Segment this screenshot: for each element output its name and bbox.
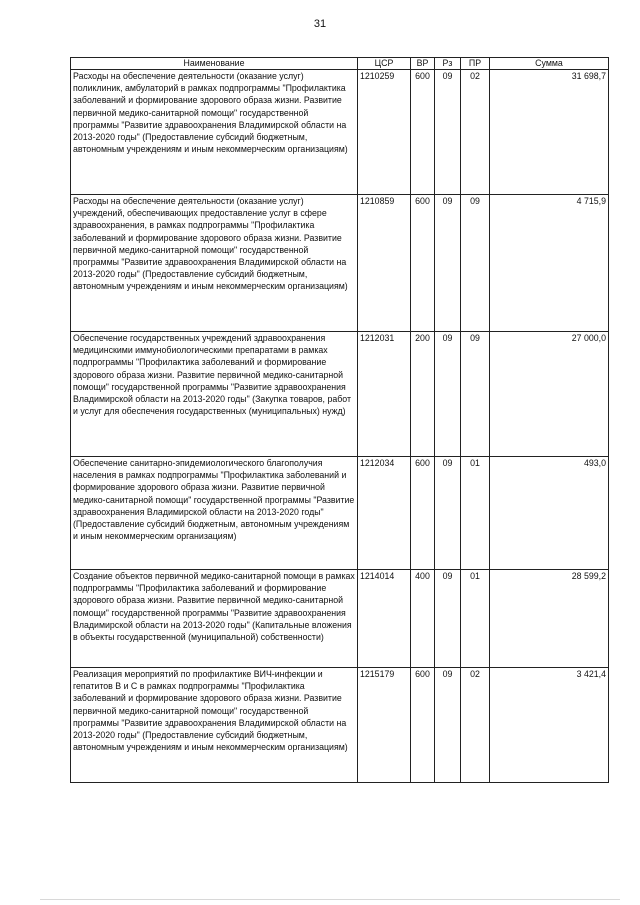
row-vr: 600 — [411, 70, 435, 195]
row-name: Расходы на обеспечение деятельности (оказание услуг) поликлиник, амбулаторий в рамках подпрограммы "Профилактика заболеваний и формирование здорового образа жизни. Развитие первичной медико-санитарной помощи" государственной программы "Развитие здравоохранения Владимирской области на 2013-2020 годы" (Предоставление субсидий бюджетным, автономным учреждениям и иным некоммерческим организациям) — [71, 70, 358, 195]
row-sum: 31 698,7 — [490, 70, 609, 195]
table-row — [71, 668, 609, 783]
page-number: 31 — [313, 18, 327, 30]
row-vr: 400 — [411, 570, 435, 668]
row-rz: 09 — [435, 332, 461, 457]
row-pr: 09 — [461, 332, 490, 457]
row-pr: 01 — [461, 457, 490, 570]
row-csr: 1212031 — [358, 332, 411, 457]
row-name: Создание объектов первичной медико-санитарной помощи в рамках подпрограммы "Профилактика заболеваний и формирование здорового образа жизни. Развитие первичной медико-санитарной помощи" государственной программы "Развитие здравоохранения Владимирской области на 2013-2020 годы" (Капитальные вложения в объекты государственной (муниципальной) собственности) — [71, 570, 358, 668]
row-csr: 1210259 — [358, 70, 411, 195]
row-rz: 09 — [435, 668, 461, 783]
row-vr: 200 — [411, 332, 435, 457]
row-name: Обеспечение санитарно-эпидемиологического благополучия населения в рамках подпрограммы "Профилактика заболеваний и формирование здорового образа жизни. Развитие первичной медико-санитарной помощи" государственной программы "Развитие здравоохранения Владимирской области на 2013-2020 годы" (Предоставление субсидий бюджетным, автономным учреждениям и иным некоммерческим организациям) — [71, 457, 358, 570]
header-name: Наименование — [71, 58, 358, 70]
row-rz: 09 — [435, 570, 461, 668]
row-sum: 3 421,4 — [490, 668, 609, 783]
row-sum: 4 715,9 — [490, 195, 609, 332]
row-pr: 02 — [461, 70, 490, 195]
row-name: Расходы на обеспечение деятельности (оказание услуг) учреждений, обеспечивающих предоставление услуг в сфере здравоохранения, в рамках подпрограммы "Профилактика заболеваний и формирование здорового образа жизни. Развитие первичной медико-санитарной помощи" государственной программы "Развитие здравоохранения Владимирской области на 2013-2020 годы" (Предоставление субсидий бюджетным, автономным учреждениям и иным некоммерческим организациям) — [71, 195, 358, 332]
table-row — [71, 332, 609, 457]
table-header-row — [71, 58, 609, 70]
row-rz: 09 — [435, 70, 461, 195]
row-sum: 493,0 — [490, 457, 609, 570]
header-rz: Рз — [435, 58, 461, 70]
row-csr: 1215179 — [358, 668, 411, 783]
header-pr: ПР — [461, 58, 490, 70]
row-sum: 28 599,2 — [490, 570, 609, 668]
table-row — [71, 457, 609, 570]
row-vr: 600 — [411, 195, 435, 332]
scan-edge-line — [40, 899, 620, 900]
row-pr: 01 — [461, 570, 490, 668]
row-csr: 1210859 — [358, 195, 411, 332]
table-row — [71, 195, 609, 332]
row-vr: 600 — [411, 457, 435, 570]
row-pr: 09 — [461, 195, 490, 332]
row-csr: 1212034 — [358, 457, 411, 570]
table-row — [71, 570, 609, 668]
row-vr: 600 — [411, 668, 435, 783]
row-rz: 09 — [435, 195, 461, 332]
row-name: Обеспечение государственных учреждений здравоохранения медицинскими иммунобиологическими препаратами в рамках подпрограммы "Профилактика заболеваний и формирование здорового образа жизни. Развитие первичной медико-санитарной помощи" государственной программы "Развитие здравоохранения Владимирской области на 2013-2020 годы" (Закупка товаров, работ и услуг для обеспечения государственных (муниципальных) нужд) — [71, 332, 358, 457]
budget-table — [70, 57, 609, 783]
header-sum: Сумма — [490, 58, 609, 70]
table-row — [71, 70, 609, 195]
row-csr: 1214014 — [358, 570, 411, 668]
header-csr: ЦСР — [358, 58, 411, 70]
header-vr: ВР — [411, 58, 435, 70]
row-sum: 27 000,0 — [490, 332, 609, 457]
row-name: Реализация мероприятий по профилактике ВИЧ-инфекции и гепатитов В и С в рамках подпрограммы "Профилактика заболеваний и формирование здорового образа жизни. Развитие первичной медико-санитарной помощи" государственной программы "Развитие здравоохранения Владимирской области на 2013-2020 годы" (Предоставление субсидий бюджетным, автономным учреждениям и иным некоммерческим организациям) — [71, 668, 358, 783]
row-rz: 09 — [435, 457, 461, 570]
row-pr: 02 — [461, 668, 490, 783]
